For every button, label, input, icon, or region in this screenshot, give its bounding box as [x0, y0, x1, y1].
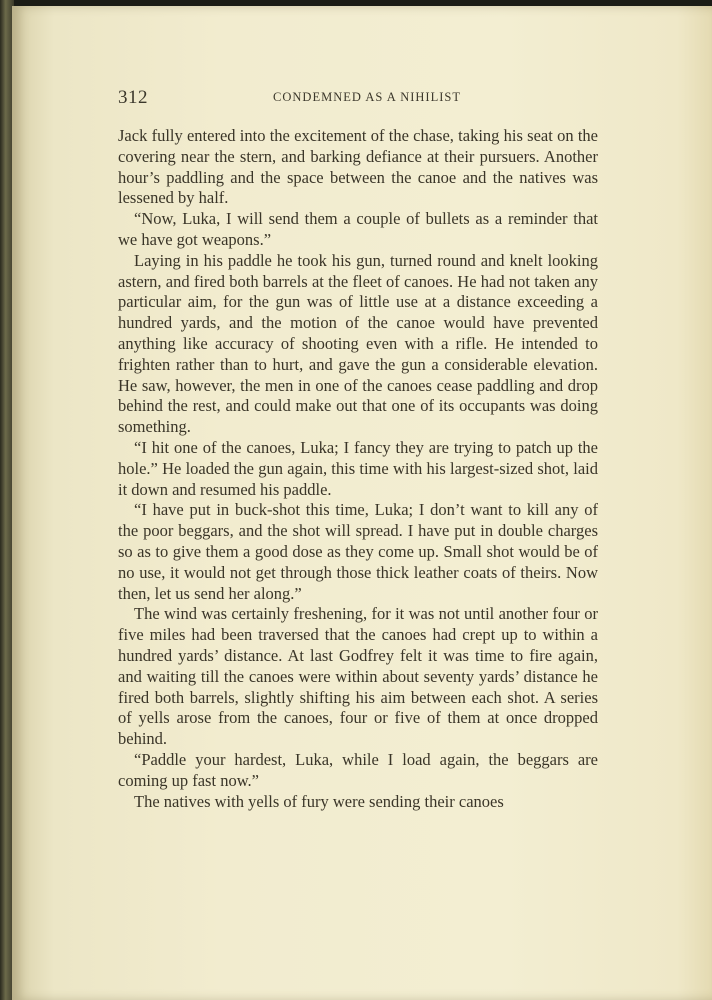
paragraph: “I have put in buck-shot this time, Luka; I don’t want to kill any of the poor beggars, and the shot will spread. I have put in double charges so as to give them a good dose as they come up. Small shot would be of no use, it would not get through those thick leather coats of theirs. Now then, let us send her along.” — [118, 500, 598, 603]
body-text — [118, 126, 598, 812]
paragraph: The natives with yells of fury were sending their canoes — [134, 791, 504, 811]
paragraph: The wind was certainly freshening, for it was not until another four or five miles had been traversed that the canoes had crept up to within a hundred yards’ distance. At last Godfrey felt it was time to fire again, and waiting till the canoes were within about seventy yards’ distance he fired both barrels, slightly shifting his aim between each shot. A series of yells arose from the canoes, four or five of them at once dropped behind. — [118, 604, 598, 749]
page-header — [118, 87, 616, 111]
paragraph: “Paddle your hardest, Luka, while I load again, the beggars are coming up fast now.” — [118, 749, 598, 790]
paragraph: Jack fully entered into the excitement of the chase, taking his seat on the covering near the stern, and barking defiance at their pursuers. Another hour’s paddling and the space between the canoe and the natives was lessened by half. — [118, 126, 598, 208]
running-title: CONDEMNED AS A NIHILIST — [273, 90, 461, 104]
paragraph: Laying in his paddle he took his gun, turned round and knelt looking astern, and fired both barrels at the fleet of canoes. He had not taken any particular aim, for the gun was of little use at a distance exceeding a hundred yards, and the motion of the canoe would have prevented anything like accuracy of shooting even with a rifle. He intended to frighten rather than to hurt, and gave the gun a considerable elevation. He saw, however, the men in one of the canoes cease paddling and drop behind the rest, and could make out that one of its occupants was doing something. — [118, 250, 598, 437]
page-number: 312 — [118, 87, 148, 108]
paragraph: “I hit one of the canoes, Luka; I fancy they are trying to patch up the hole.” He loaded the gun again, this time with his largest-sized shot, laid it down and resumed his paddle. — [118, 437, 598, 499]
paragraph: “Now, Luka, I will send them a couple of bullets as a reminder that we have got weapons.” — [118, 209, 598, 249]
